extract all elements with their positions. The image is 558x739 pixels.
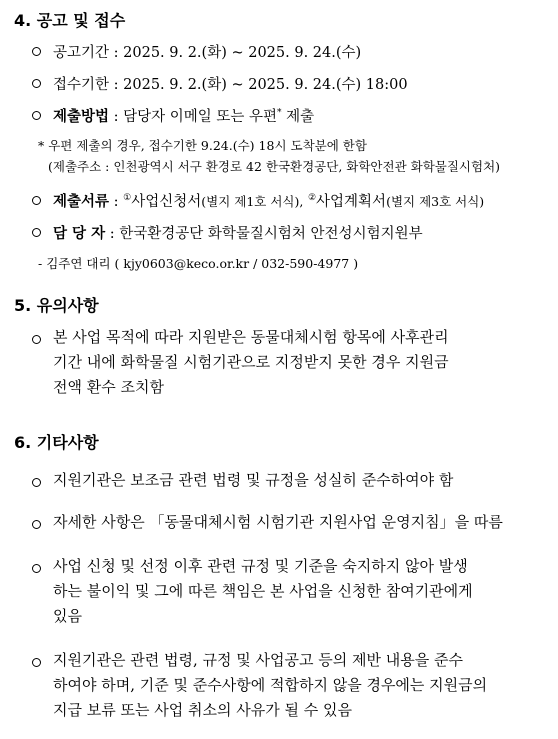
- circle-bullet-icon: [32, 79, 41, 88]
- mail-note-line2: (제출주소 : 인천광역시 서구 환경로 42 한국환경공단, 화학안전관 화학물질시험처): [48, 159, 501, 174]
- circle-bullet-icon: [32, 520, 41, 529]
- doc2-name: 사업계획서: [316, 194, 387, 210]
- section-6-title: 6. 기타사항: [14, 433, 99, 452]
- submission-method-label: 제출방법: [53, 108, 110, 125]
- section-5-item-1: 본 사업 목적에 따라 지원받은 동물대체시험 항목에 사후관리 기간 내에 화학물질 시험기관으로 지정받지 못한 경우 지원금 전액 환수 조치함: [53, 328, 449, 396]
- doc1-name: 사업신청서: [131, 194, 202, 210]
- section-6-item-1: 지원기관은 보조금 관련 법령 및 규정을 성실히 준수하여야 함: [53, 471, 454, 489]
- circle-bullet-icon: [32, 111, 41, 120]
- section-6-item-4: 지원기관은 관련 법령, 규정 및 사업공고 등의 제반 내용을 준수 하여야 하며, 기준 및 준수사항에 적합하지 않을 경우에는 지원금의 지급 보류 또는 사업 취소의 사유가 될 수 있음: [53, 651, 488, 719]
- circle-bullet-icon: [32, 335, 41, 344]
- contact-label: 담 당 자: [53, 225, 106, 242]
- section-5-title: 5. 유의사항: [14, 296, 99, 315]
- deadline-label: 접수기한: [53, 77, 110, 93]
- circle-bullet-icon: [32, 564, 41, 573]
- circle-bullet-icon: [32, 478, 41, 487]
- section-4-title: 4. 공고 및 접수: [14, 11, 126, 30]
- circle-bullet-icon: [32, 47, 41, 56]
- circle-bullet-icon: [32, 196, 41, 205]
- submission-docs-label: 제출서류: [53, 193, 110, 210]
- circle-bullet-icon: [32, 658, 41, 667]
- contact-person: - 김주연 대리 ( kjy0603@keco.or.kr / 032-590-4977 ): [38, 256, 359, 271]
- submission-method-value: 담당자 이메일 또는 우편: [123, 109, 278, 125]
- contact-value: 한국환경공단 화학물질시험처 안전성시험지원부: [119, 226, 423, 242]
- section-6-item-3: 사업 신청 및 선정 이후 관련 규정 및 기준을 숙지하지 않아 발생 하는 불이익 및 그에 따른 책임은 본 사업을 신청한 참여기관에게 있음: [53, 557, 473, 625]
- notice-period-label: 공고기간: [53, 45, 110, 61]
- notice-period-value: 2025. 9. 2.(화) ~ 2025. 9. 24.(수): [123, 45, 362, 61]
- mail-note-line1: * 우편 제출의 경우, 접수기한 9.24.(수) 18시 도착분에 한함: [38, 138, 367, 153]
- section-6-item-2: 자세한 사항은 「동물대체시험 시험기관 지원사업 운영지침」을 따름: [53, 513, 503, 531]
- deadline-value: 2025. 9. 2.(화) ~ 2025. 9. 24.(수) 18:00: [123, 77, 408, 93]
- circle-bullet-icon: [32, 228, 41, 237]
